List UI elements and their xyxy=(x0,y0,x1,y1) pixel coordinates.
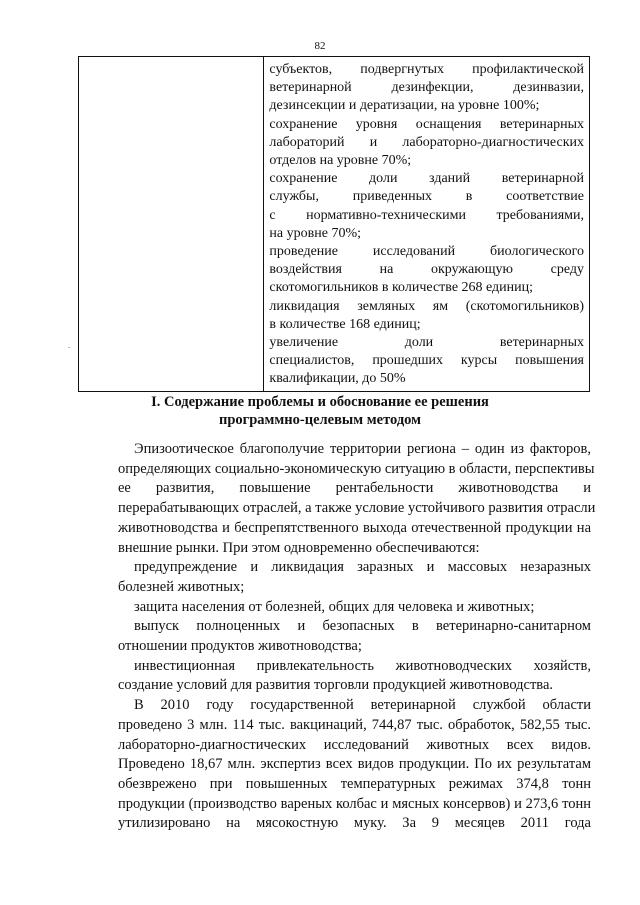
body-line: проведено 3 млн. 114 тыс. вакцинаций, 744,87 тыс. обработок, 582,55 тыс. xyxy=(118,716,591,733)
body-line: Эпизоотическое благополучие территории региона – один из факторов, xyxy=(134,441,591,457)
table-cell-line: с нормативно-техническими требованиями, xyxy=(269,207,584,223)
table-cell-line: специалистов, прошедших курсы повышения xyxy=(269,353,584,369)
body-line: продукции (производство вареных колбас и мясных консервов) и 273,6 тонн xyxy=(118,795,591,812)
table-cell-line: субъектов, подвергнутых профилактической xyxy=(269,62,584,77)
body-line: защита населения от болезней, общих для человека и животных; xyxy=(134,598,535,615)
body-line: лабораторно-диагностических исследований животных всех видов. xyxy=(118,736,591,753)
table-cell-line: квалификации, до 50% xyxy=(269,371,406,387)
body-line: животноводства и беспрепятственного выхода отечественной продукции на xyxy=(118,519,591,536)
table-cell-empty xyxy=(79,57,264,392)
margin-mark: . xyxy=(68,340,71,350)
page-number: 82 xyxy=(314,40,326,52)
body-line: создание условий для развития торговли продукцией животноводства. xyxy=(118,677,554,694)
table-cell-line: на уровне 70%; xyxy=(269,225,361,241)
table-cell-targets xyxy=(264,57,590,392)
body-line: утилизировано на мясокостную муку. За 9 месяцев 2011 года xyxy=(118,815,591,832)
body-line: определяющих социально-экономическую ситуацию в области, перспективы xyxy=(118,460,595,477)
table-cell-line: ликвидация земляных ям (скотомогильников) xyxy=(269,298,584,314)
body-line: обезврежено при повышенных температурных режимах 374,8 тонн xyxy=(118,775,591,792)
body-line: перерабатывающих отраслей, а также условие устойчивого развития отрасли xyxy=(118,500,596,517)
table-cell-line: воздействия на окружающую среду xyxy=(269,262,584,278)
section-title-line: программно-целевым методом xyxy=(218,412,422,428)
table-cell-line: отделов на уровне 70%; xyxy=(269,153,412,169)
table-cell-line: проведение исследований биологического xyxy=(269,244,584,260)
section-title xyxy=(0,393,640,429)
table-cell-line: службы, приведенных в соответствие xyxy=(269,189,584,205)
table-cell-line: лабораторий и лабораторно-диагностических xyxy=(269,134,584,150)
body-text xyxy=(118,440,596,834)
body-line: ее развития, повышение рентабельности животноводства и xyxy=(118,480,591,497)
body-line: болезней животных; xyxy=(118,578,245,595)
body-line: В 2010 году государственной ветеринарной службой области xyxy=(134,697,591,714)
body-line: отношении продуктов животноводства; xyxy=(118,638,362,655)
body-line: предупреждение и ликвидация заразных и массовых незаразных xyxy=(134,559,591,576)
body-line: инвестиционная привлекательность животноводческих хозяйств, xyxy=(134,657,591,674)
table-row xyxy=(79,57,590,392)
body-line: Проведено 18,67 млн. экспертиз всех видов продукции. По их результатам xyxy=(118,756,591,773)
section-title-line: I. Содержание проблемы и обоснование ее решения xyxy=(151,394,489,410)
targets-table xyxy=(78,56,590,392)
body-line: внешние рынки. При этом одновременно обеспечиваются: xyxy=(118,539,480,556)
table-cell-line: сохранение уровня оснащения ветеринарных xyxy=(269,116,584,132)
table-cell-line: увеличение доли ветеринарных xyxy=(269,335,584,351)
table-cell-line: в количестве 168 единиц; xyxy=(269,316,421,332)
table-cell-line: дезинсекции и дератизации, на уровне 100%; xyxy=(269,98,540,114)
table-cell-line: ветеринарной дезинфекции, дезинвазии, xyxy=(269,80,584,96)
table-cell-line: скотомогильников в количестве 268 единиц; xyxy=(269,280,534,296)
table-cell-line: сохранение доли зданий ветеринарной xyxy=(269,171,584,187)
body-line: выпуск полноценных и безопасных в ветеринарно-санитарном xyxy=(134,618,591,635)
